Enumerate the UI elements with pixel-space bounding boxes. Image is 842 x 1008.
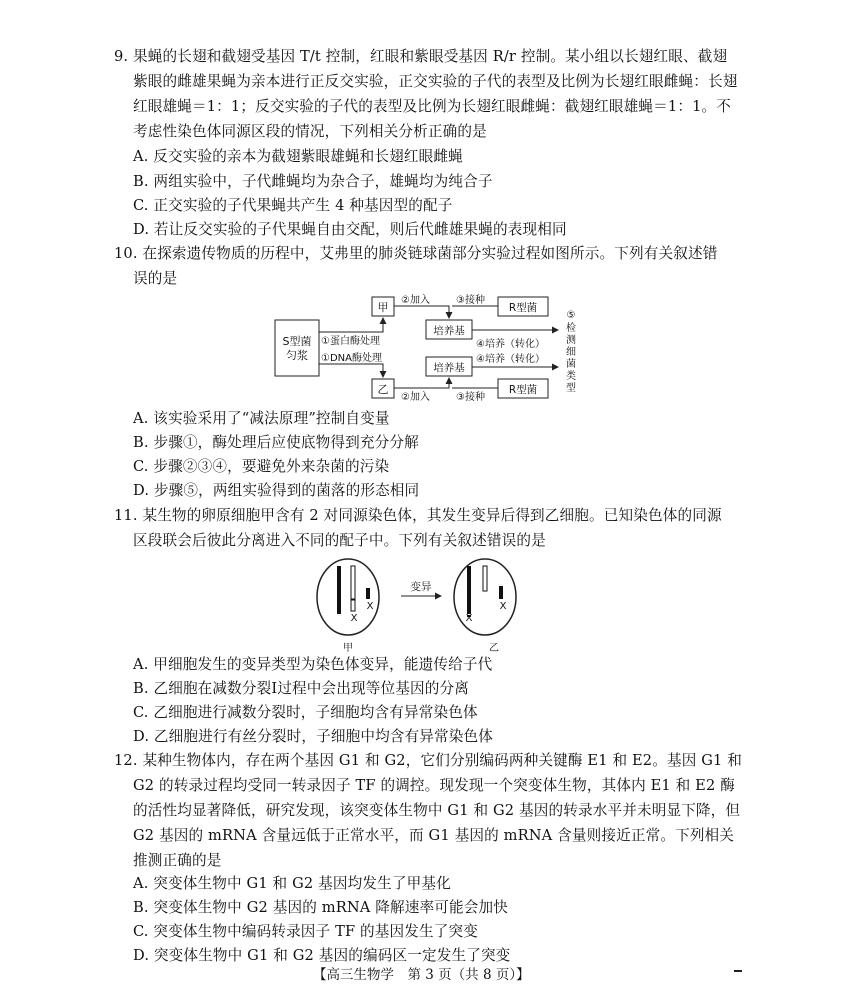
dnase-step-label: ①DNA酶处理 [321, 353, 382, 364]
culture-label-top: ④培养（转化） [476, 339, 545, 350]
r-strain-label-top: R型菌 [508, 302, 538, 314]
q12-option-a: A. 突变体生物中 G1 和 G2 基因均发生了甲基化 [133, 875, 451, 892]
svg-text:类: 类 [566, 371, 576, 382]
medium-label-bottom: 培养基 [433, 362, 465, 374]
q10-option-c: C. 步骤②③④，要避免外来杂菌的污染 [133, 458, 390, 475]
q10-option-d: D. 步骤⑤，两组实验得到的菌落的形态相同 [133, 482, 420, 499]
q9-option-c: C. 正交实验的子代果蝇共产生 4 种基因型的配子 [133, 197, 453, 214]
culture-label-bottom: ④培养（转化） [476, 354, 545, 365]
q12-option-d: D. 突变体生物中 G1 和 G2 基因的编码区一定发生了突变 [133, 947, 511, 964]
q11-stem-line: 11. 某生物的卵原细胞甲含有 2 对同源染色体，其发生变异后得到乙细胞。已知染色体的同源 [114, 507, 722, 524]
q9-stem-line: 考虑性染色体同源区段的情况，下列相关分析正确的是 [133, 123, 487, 140]
x-label-jia-1: X [350, 613, 358, 624]
svg-text:菌: 菌 [566, 359, 576, 370]
q11-stem-line: 区段联会后彼此分离进入不同的配子中。下列有关叙述错误的是 [133, 532, 546, 549]
q12-stem-line: 12. 某种生物体内，存在两个基因 G1 和 G2，它们分别编码两种关键酶 E1 和 E2。基因 G1 和 [114, 752, 743, 769]
chromosome-long-white-yi [483, 566, 487, 591]
q12-option-c: C. 突变体生物中编码转录因子 TF 的基因发生了突变 [133, 923, 478, 940]
q10-stem-line: 误的是 [133, 270, 178, 287]
q12-stem-line: 推测正确的是 [133, 852, 222, 869]
q12-stem-line: G2 基因的 mRNA 含量远低于正常水平，而 G1 基因的 mRNA 含量则接近正常。下列相关 [133, 827, 735, 844]
q10-stem-line: 10. 在探索遗传物质的历程中，艾弗里的肺炎链球菌部分实验过程如图所示。下列有关叙述错 [114, 245, 718, 262]
q12-option-b: B. 突变体生物中 G2 基因的 mRNA 降解速率可能会加快 [133, 899, 508, 916]
q12-stem-line: G2 的转录过程均受同一转录因子 TF 的调控。现发现一个突变体生物，其体内 E1 和 E2 酶 [133, 777, 735, 794]
q12-stem-line: 的活性均显著降低，研究发现，该突变体生物中 G1 和 G2 基因的转录水平并未明显下降，但 [133, 802, 741, 819]
q9-stem-line: 9. 果蝇的长翅和截翅受基因 T/t 控制，红眼和紫眼受基因 R/r 控制。某小组以长翅红眼、截翅 [114, 48, 728, 65]
variation-label: 变异 [410, 581, 432, 593]
q9-stem-line: 红眼雄蝇＝1：1；反交实验的子代的表型及比例为长翅红眼雌蝇：截翅红眼雄蝇＝1：1。不 [133, 98, 732, 115]
svg-text:⑤: ⑤ [566, 310, 576, 321]
r-strain-label-bottom: R型菌 [508, 384, 538, 396]
svg-text:细: 细 [566, 347, 576, 358]
yi-label: 乙 [377, 383, 389, 396]
chromosome-long-white [351, 566, 355, 599]
x-label-yi-2: X [499, 601, 507, 612]
cell-yi-label: 乙 [489, 643, 499, 654]
x-label-jia-2: X [366, 601, 374, 612]
s-homogenate-box [275, 320, 319, 376]
detect-label-vertical [566, 310, 576, 394]
q9-option-a: A. 反交实验的亲本为截翅紫眼雄蝇和长翅红眼雌蝇 [133, 148, 463, 165]
q9-option-d: D. 若让反交实验的子代果蝇自由交配，则后代雌雄果蝇的表现相同 [133, 221, 567, 238]
q11-option-b: B. 乙细胞在减数分裂Ⅰ过程中会出现等位基因的分离 [133, 680, 469, 697]
q9-option-b: B. 两组实验中，子代雌蝇均为杂合子，雄蝇均为纯合子 [133, 173, 493, 190]
s-box-label-1: S型菌 [282, 335, 312, 348]
q10-experiment-diagram [268, 292, 588, 407]
medium-label-top: 培养基 [433, 325, 465, 337]
x-label-yi-1: X [465, 613, 473, 624]
q11-option-a: A. 甲细胞发生的变异类型为染色体变异，能遗传给子代 [133, 656, 493, 673]
inoculate-label-top: ③接种 [456, 295, 485, 306]
add-label-top: ②加入 [401, 295, 430, 306]
q10-option-a: A. 该实验采用了“减法原理”控制自变量 [133, 410, 390, 427]
chromosome-x-black [366, 588, 370, 599]
jia-label: 甲 [377, 301, 389, 314]
q11-cell-diagram [315, 553, 525, 663]
svg-text:测: 测 [566, 335, 576, 346]
cell-jia-label: 甲 [343, 643, 353, 654]
s-box-label-2: 匀浆 [286, 349, 308, 362]
svg-text:检: 检 [566, 323, 576, 334]
chromosome-small-white [351, 600, 355, 611]
add-label-bottom: ②加入 [401, 392, 430, 403]
q10-option-b: B. 步骤①，酶处理后应使底物得到充分分解 [133, 434, 419, 451]
chromosome-x-black-yi [499, 586, 503, 599]
chromosome-long-black [337, 566, 341, 614]
corner-mark [734, 970, 742, 972]
page-footer: 【高三生物学 第 3 页（共 8 页）】 [313, 967, 530, 983]
inoculate-label-bottom: ③接种 [456, 392, 485, 403]
q11-option-c: C. 乙细胞进行减数分裂时，子细胞均含有异常染色体 [133, 704, 478, 721]
q11-option-d: D. 乙细胞进行有丝分裂时，子细胞中均含有异常染色体 [133, 728, 494, 745]
q9-stem-line: 紫眼的雌雄果蝇为亲本进行正反交实验，正交实验的子代的表型及比例为长翅红眼雌蝇：长翅 [133, 73, 738, 90]
protease-step-label: ①蛋白酶处理 [321, 336, 380, 347]
chromosome-long-black-yi [467, 566, 471, 614]
svg-text:型: 型 [566, 383, 576, 394]
